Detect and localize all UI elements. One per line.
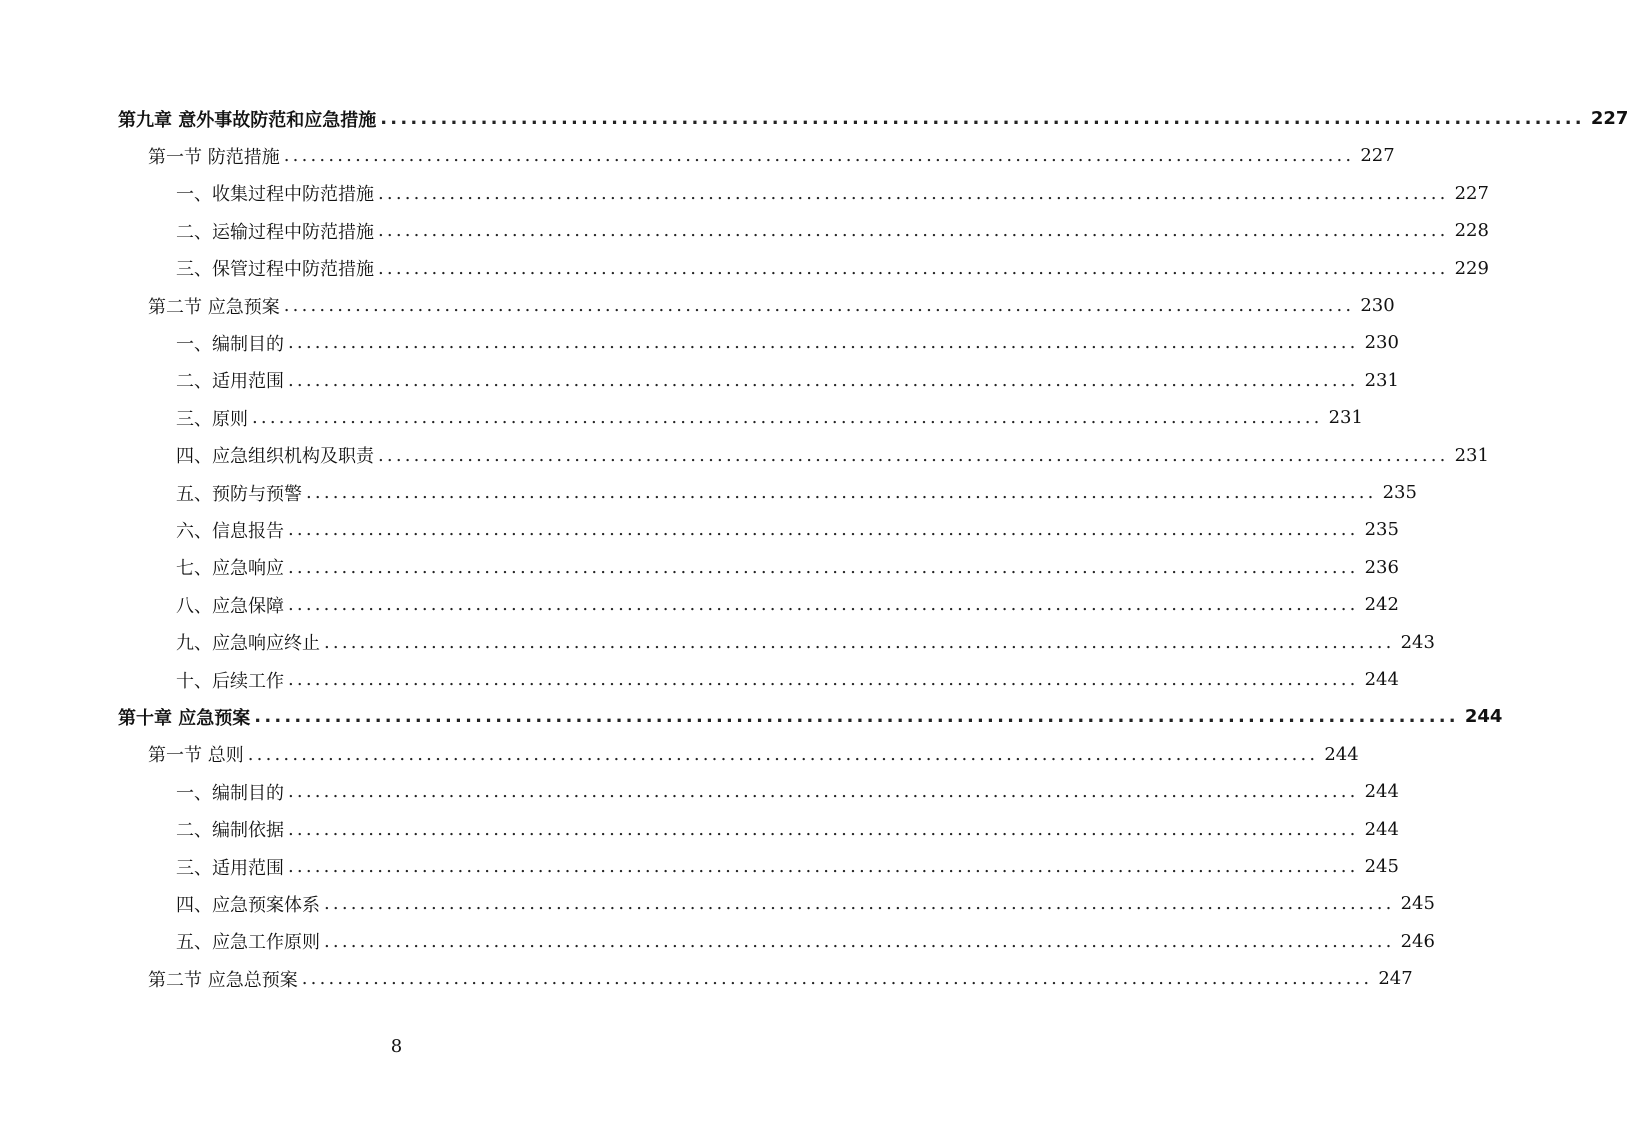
toc-section-entry[interactable] (148, 137, 1395, 174)
page-number: 8 (390, 1036, 403, 1057)
toc-item-entry[interactable] (176, 661, 1399, 698)
toc-entry-page: 246 (1400, 930, 1435, 952)
toc-entry-page: 236 (1364, 556, 1399, 578)
toc-section-entry[interactable] (148, 287, 1395, 324)
toc-entry-page: 229 (1454, 257, 1489, 279)
toc-item-entry[interactable] (176, 811, 1399, 848)
toc-entry-label: 第二节 应急预案 (148, 296, 280, 318)
toc-item-entry[interactable] (176, 511, 1399, 548)
toc-entry-label: 第一节 防范措施 (148, 146, 280, 168)
toc-entry-page: 247 (1378, 968, 1413, 990)
toc-leader-dots: ........................................................................................................................ (380, 108, 1585, 129)
toc-leader-dots: ........................................................................................................................ (288, 519, 1359, 541)
toc-leader-dots: ........................................................................................................................ (288, 669, 1359, 690)
toc-item-entry[interactable] (176, 923, 1435, 960)
toc-entry-page: 245 (1364, 856, 1399, 877)
toc-entry-page: 244 (1464, 706, 1503, 728)
toc-item-entry[interactable] (176, 885, 1435, 922)
toc-entry-label: 九、应急响应终止 (176, 633, 320, 655)
toc-entry-page: 231 (1328, 407, 1363, 429)
toc-entry-page: 245 (1400, 893, 1435, 915)
toc-entry-label: 七、应急响应 (176, 558, 284, 580)
toc-leader-dots: ........................................................................................................................ (254, 706, 1459, 728)
toc-leader-dots: ........................................................................................................................ (288, 594, 1359, 616)
toc-entry-page: 244 (1324, 743, 1359, 765)
toc-entry-page: 244 (1364, 781, 1399, 803)
toc-entry-page: 235 (1382, 482, 1417, 503)
toc-item-entry[interactable] (176, 624, 1435, 661)
toc-entry-page: 231 (1454, 444, 1489, 466)
toc-entry-page: 227 (1590, 108, 1628, 129)
toc-item-entry[interactable] (176, 586, 1399, 623)
toc-leader-dots: ........................................................................................................................ (288, 369, 1359, 391)
toc-entry-label: 第九章 意外事故防范和应急措施 (118, 109, 377, 131)
toc-entry-label: 四、应急预案体系 (176, 894, 320, 916)
toc-entry-label: 五、应急工作原则 (176, 932, 320, 954)
toc-entry-page: 242 (1364, 594, 1399, 616)
toc-entry-page: 227 (1360, 145, 1395, 167)
toc-entry-label: 八、应急保障 (176, 595, 284, 617)
toc-leader-dots: ........................................................................................................................ (378, 444, 1449, 466)
toc-entry-label: 一、编制目的 (176, 782, 284, 804)
toc-entry-label: 二、运输过程中防范措施 (176, 221, 374, 243)
toc-entry-label: 五、预防与预警 (176, 483, 302, 505)
toc-entry-page: 243 (1400, 631, 1435, 653)
toc-entry-label: 二、适用范围 (176, 371, 284, 393)
toc-entry-page: 230 (1364, 332, 1399, 354)
toc-item-entry[interactable] (176, 848, 1399, 885)
toc-leader-dots: ........................................................................................................................ (283, 145, 1355, 167)
toc-item-entry[interactable] (176, 362, 1399, 399)
toc-leader-dots: ........................................................................................................................ (288, 818, 1359, 840)
toc-entry-label: 三、原则 (176, 408, 248, 430)
toc-item-entry[interactable] (176, 399, 1363, 436)
toc-entry-page: 230 (1360, 295, 1395, 316)
toc-item-entry[interactable] (176, 324, 1399, 361)
toc-entry-page: 235 (1364, 519, 1399, 541)
toc-leader-dots: ........................................................................................................................ (247, 743, 1319, 765)
toc-entry-page: 231 (1364, 369, 1399, 391)
toc-leader-dots: ........................................................................................................................ (324, 930, 1395, 952)
toc-section-entry[interactable] (148, 736, 1359, 773)
toc-chapter-entry[interactable] (118, 698, 1503, 735)
toc-leader-dots: ........................................................................................................................ (288, 781, 1359, 803)
toc-item-entry[interactable] (176, 549, 1399, 586)
toc-item-entry[interactable] (176, 175, 1489, 212)
toc-entry-label: 三、保管过程中防范措施 (176, 259, 374, 281)
toc-leader-dots: ........................................................................................................................ (301, 968, 1373, 990)
toc-section-entry[interactable] (148, 960, 1413, 997)
toc-item-entry[interactable] (176, 250, 1489, 287)
toc-leader-dots: ........................................................................................................................ (324, 631, 1395, 653)
toc-item-entry[interactable] (176, 773, 1399, 810)
toc-entry-label: 三、适用范围 (176, 857, 284, 879)
toc-entry-label: 第一节 总则 (148, 745, 244, 767)
toc-item-entry[interactable] (176, 474, 1417, 511)
toc-entry-label: 十、后续工作 (176, 670, 284, 692)
toc-leader-dots: ........................................................................................................................ (288, 332, 1359, 354)
toc-entry-label: 第十章 应急预案 (118, 707, 251, 729)
toc-leader-dots: ........................................................................................................................ (306, 482, 1377, 503)
toc-item-entry[interactable] (176, 212, 1489, 249)
toc-entry-page: 244 (1364, 669, 1399, 690)
toc-leader-dots: ........................................................................................................................ (288, 856, 1359, 877)
toc-leader-dots: ........................................................................................................................ (324, 893, 1395, 915)
toc-leader-dots: ........................................................................................................................ (252, 407, 1323, 429)
toc-leader-dots: ........................................................................................................................ (378, 257, 1449, 279)
toc-entry-label: 第二节 应急总预案 (148, 969, 298, 991)
toc-entry-page: 228 (1454, 220, 1489, 242)
toc-entry-page: 227 (1454, 182, 1489, 204)
toc-entry-label: 四、应急组织机构及职责 (176, 446, 374, 468)
toc-entry-label: 六、信息报告 (176, 520, 284, 542)
toc-entry-page: 244 (1364, 818, 1399, 840)
toc-leader-dots: ........................................................................................................................ (378, 182, 1449, 204)
toc-leader-dots: ........................................................................................................................ (288, 556, 1359, 578)
toc-entry-label: 一、编制目的 (176, 333, 284, 355)
toc-entry-label: 一、收集过程中防范措施 (176, 184, 374, 206)
toc-leader-dots: ........................................................................................................................ (378, 220, 1449, 242)
toc-leader-dots: ........................................................................................................................ (283, 295, 1355, 316)
toc-chapter-entry[interactable] (118, 100, 1628, 137)
toc-entry-label: 二、编制依据 (176, 820, 284, 842)
toc-item-entry[interactable] (176, 437, 1489, 474)
